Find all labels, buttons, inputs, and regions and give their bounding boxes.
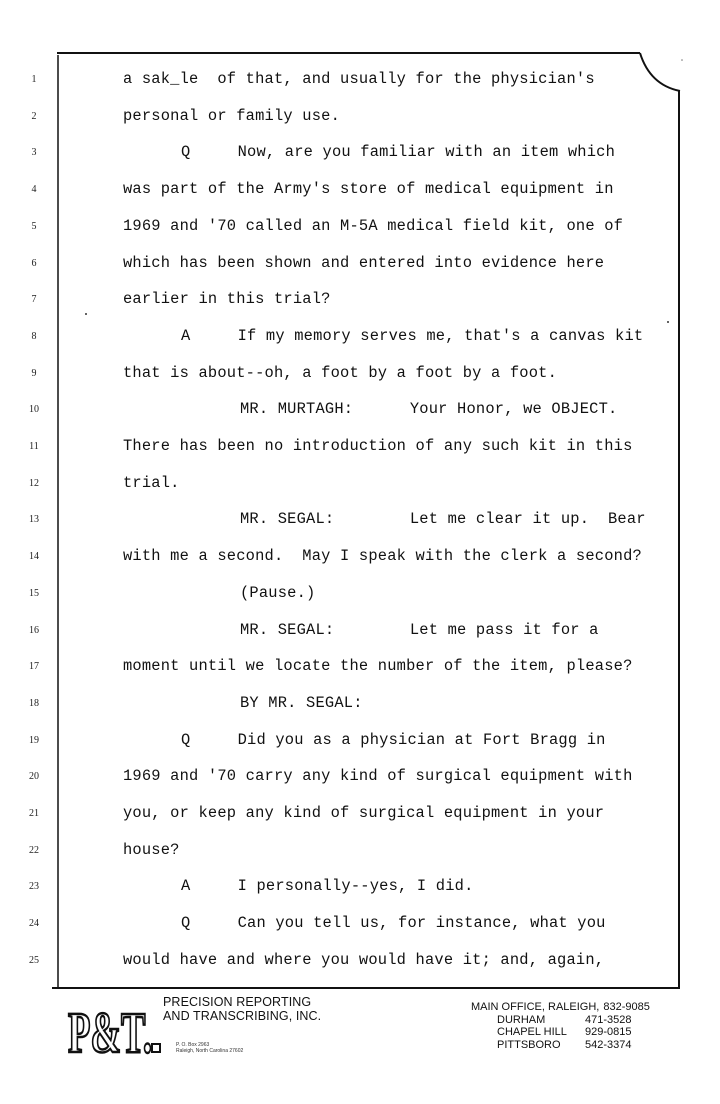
- office-row: [471, 1026, 655, 1039]
- office-phone: 832-9085: [603, 1001, 650, 1013]
- line-text: MR. SEGAL: Let me clear it up. Bear: [240, 510, 646, 529]
- line-text: There has been no introduction of any such kit in this: [123, 437, 633, 455]
- line-text: you, or keep any kind of surgical equipment in your: [123, 804, 605, 822]
- transcript-line: [0, 290, 720, 310]
- transcript-line: [0, 400, 720, 420]
- line-text: would have and where you would have it; and, again,: [123, 950, 605, 969]
- line-number: 20: [29, 771, 39, 783]
- line-number: 21: [29, 808, 39, 819]
- line-text: personal or family use.: [123, 106, 341, 125]
- company-name-line1: PRECISION REPORTING: [163, 995, 312, 1009]
- stray-mark: [85, 313, 87, 315]
- company-address-line1: P. O. Box 2963: [176, 1042, 210, 1048]
- line-text: Q Now, are you familiar with an item which: [181, 143, 616, 162]
- company-logo: [66, 1000, 166, 1060]
- line-text: trial.: [123, 473, 180, 492]
- line-number: 11: [29, 441, 39, 452]
- line-number: 25: [29, 954, 39, 966]
- line-number: 23: [29, 881, 39, 893]
- company-address: [176, 1042, 243, 1054]
- office-phone: 542-3374: [585, 1038, 632, 1051]
- logo-lettering: P&T.: [68, 1000, 152, 1060]
- line-text: Q Did you as a physician at Fort Bragg in: [181, 730, 606, 749]
- transcript-line: [0, 547, 720, 567]
- office-phone: 471-3528: [585, 1013, 632, 1026]
- office-name: DURHAM: [497, 1013, 546, 1026]
- line-number: 1: [31, 74, 37, 85]
- office-name: MAIN OFFICE, RALEIGH,: [471, 1001, 600, 1013]
- line-number: 16: [29, 624, 39, 636]
- transcript-line: [0, 364, 720, 384]
- line-text: with me a second. May I speak with the clerk a second?: [123, 547, 642, 566]
- transcript-line: [0, 731, 720, 751]
- stray-mark: [667, 321, 669, 323]
- office-name: PITTSBORO: [497, 1038, 561, 1051]
- company-name: [163, 995, 321, 1023]
- line-number: 4: [31, 184, 37, 196]
- transcript-line: [0, 694, 720, 714]
- transcript-line: [0, 437, 720, 457]
- line-number: 6: [31, 257, 37, 269]
- transcript-line: [0, 657, 720, 677]
- office-row: [471, 1039, 655, 1052]
- line-number: 3: [31, 147, 37, 159]
- line-number: 24: [29, 918, 39, 930]
- transcript-line: [0, 180, 720, 200]
- office-row-main: [471, 1001, 655, 1014]
- line-number: 7: [31, 294, 37, 306]
- line-number: 18: [29, 697, 39, 709]
- line-text: earlier in this trial?: [123, 290, 331, 309]
- office-row: [471, 1014, 655, 1027]
- transcript-line: [0, 70, 720, 90]
- line-number: 10: [29, 404, 39, 416]
- line-text: was part of the Army's store of medical equipment in: [123, 180, 614, 199]
- line-text: Q Can you tell us, for instance, what you: [181, 914, 606, 933]
- transcript-line: [0, 254, 720, 274]
- transcript-line: [0, 143, 720, 163]
- line-text: A If my memory serves me, that's a canvas kit: [181, 326, 644, 345]
- logo-dot: [152, 1044, 160, 1052]
- transcript-line: [0, 841, 720, 861]
- office-phone: 929-0815: [585, 1026, 632, 1038]
- transcript-line: [0, 804, 720, 824]
- line-text: (Pause.): [240, 583, 316, 602]
- transcript-line: [0, 584, 720, 604]
- transcript-line: [0, 621, 720, 641]
- line-text: BY MR. SEGAL:: [240, 693, 363, 712]
- line-number: 15: [29, 587, 39, 599]
- line-text: 1969 and '70 carry any kind of surgical equipment with: [123, 767, 633, 786]
- transcript-line: [0, 914, 720, 934]
- transcript-line: [0, 510, 720, 530]
- office-name: CHAPEL HILL: [497, 1026, 567, 1038]
- line-text: 1969 and '70 called an M-5A medical field kit, one of: [123, 216, 624, 235]
- transcript-line: [0, 327, 720, 347]
- line-text: a sak_le of that, and usually for the physician's: [123, 70, 595, 88]
- line-number: 22: [29, 844, 39, 856]
- company-name-line2: AND TRANSCRIBING, INC.: [163, 1009, 322, 1023]
- company-address-line2: Raleigh, North Carolina 27602: [176, 1048, 244, 1054]
- line-number: 13: [29, 514, 39, 526]
- transcript-line: [0, 951, 720, 971]
- line-number: 14: [29, 551, 39, 563]
- line-text: that is about--oh, a foot by a foot by a foot.: [123, 363, 558, 382]
- line-text: MR. SEGAL: Let me pass it for a: [240, 620, 599, 639]
- line-text: moment until we locate the number of the item, please?: [123, 657, 633, 676]
- line-text: MR. MURTAGH: Your Honor, we OBJECT.: [240, 400, 618, 419]
- transcript-line: [0, 767, 720, 787]
- transcript-line: [0, 474, 720, 494]
- line-number: 17: [29, 661, 39, 673]
- line-number: 9: [31, 367, 37, 379]
- transcript-line: [0, 217, 720, 237]
- transcript-line: [0, 107, 720, 127]
- office-list: [471, 1001, 655, 1051]
- line-text: A I personally--yes, I did.: [181, 877, 474, 896]
- line-text: house?: [123, 840, 180, 859]
- line-number: 8: [31, 330, 37, 342]
- line-number: 5: [31, 220, 37, 232]
- line-text: which has been shown and entered into evidence here: [123, 253, 605, 272]
- transcript-line: [0, 877, 720, 897]
- stray-mark: [681, 59, 683, 61]
- line-number: 12: [29, 477, 39, 489]
- line-number: 19: [29, 734, 39, 746]
- line-number: 2: [31, 110, 37, 122]
